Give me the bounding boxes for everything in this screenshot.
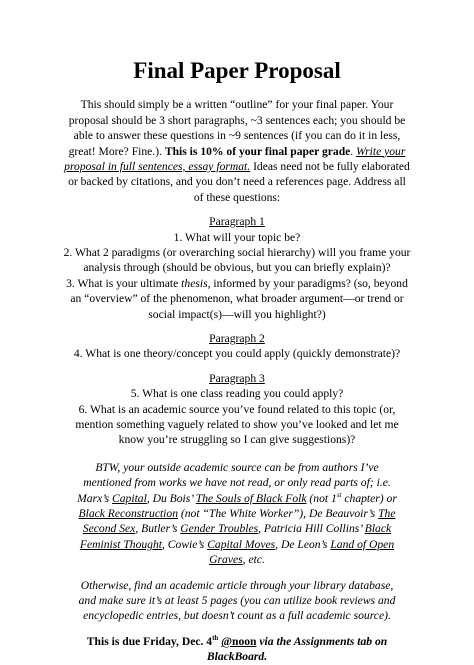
work-souls-of-black-folk: The Souls of Black Folk xyxy=(195,491,307,505)
paragraph-1-heading: Paragraph 1 xyxy=(209,215,265,229)
outside-source-note: BTW, your outside academic source can be from authors I’ve mentioned from works we have not read, or only read parts of; i.e. Marx’s Capital, Du Bois’ The Souls of Black Folk (not 1st chapter) or Black Reconstruction (not “The White Worker”), De Beauvoir’s The Second Sex, Butler’s Gender Troubles, Patricia Hill Collins’ Black Feminist Thought, Cowie’s Capital Moves, De Leon’s Land of Open Graves, etc. xyxy=(77,460,397,567)
question-6: 6. What is an academic source you’ve found related to this topic (or, mention something vaguely related to show you’ve looked and let me know you’re struggling so I can give suggestions)? xyxy=(75,402,399,447)
question-2: 2. What 2 paradigms (or overarching social hierarchy) will you frame your analysis through (should be obvious, but you can briefly explain)? xyxy=(63,245,411,275)
work-gender-troubles: Gender Troubles xyxy=(180,522,259,536)
due-date-line: This is due Friday, Dec. 4th @noon via the Assignments tab on BlackBoard. xyxy=(86,634,388,664)
question-4: 4. What is one theory/concept you could apply (quickly demonstrate)? xyxy=(73,347,401,361)
work-capital-moves: Capital Moves xyxy=(207,537,276,551)
grade-weight-note: This is 10% of your final paper grade xyxy=(164,144,351,158)
work-black-feminist-thought: Black Feminist Thought xyxy=(79,522,392,551)
paragraph-2-heading: Paragraph 2 xyxy=(209,331,265,345)
intro-paragraph: This should simply be a written “outline” for your final paper. Your proposal should be 3 short paragraphs, ~3 sentences each; you should be able to answer these questions in ~9 sentences (if you can do it in less, great! More? Fine.). This is 10% of your final paper grade. Write your proposal in full sentences, essay format. Ideas need not be fully elaborated or backed by citations, and you don’t need a references page. Address all of these questions: xyxy=(64,98,410,204)
format-instruction: Write your proposal in full sentences, essay format. xyxy=(64,144,406,173)
paragraph-2-section xyxy=(62,331,412,362)
paragraph-1-questions xyxy=(62,230,412,322)
paragraph-3-section xyxy=(62,371,412,448)
page-title: Final Paper Proposal xyxy=(133,58,341,83)
work-land-of-open-graves: Land of Open Graves xyxy=(209,537,395,567)
question-1: 1. What will your topic be? xyxy=(173,230,301,244)
noon-mention: @noon xyxy=(221,634,257,648)
paragraph-3-heading: Paragraph 3 xyxy=(209,371,265,385)
question-5: 5. What is one class reading you could apply? xyxy=(130,387,344,401)
work-black-reconstruction: Black Reconstruction xyxy=(78,507,178,521)
work-capital: Capital xyxy=(112,491,147,505)
question-3: 3. What is your ultimate thesis, informed by your paradigms? (so, beyond an “overview” of the phenomenon, what broader argument—or trend or social impact(s)—will you highlight?) xyxy=(66,276,408,321)
library-database-note: Otherwise, find an academic article through your library database, and make sure it’s at least 5 pages (you can utilize book reviews and encyclopedic entries, but doesn’t count as a full academic source). xyxy=(78,578,396,623)
paragraph-1-section xyxy=(62,214,412,322)
work-second-sex: The Second Sex xyxy=(82,507,396,536)
